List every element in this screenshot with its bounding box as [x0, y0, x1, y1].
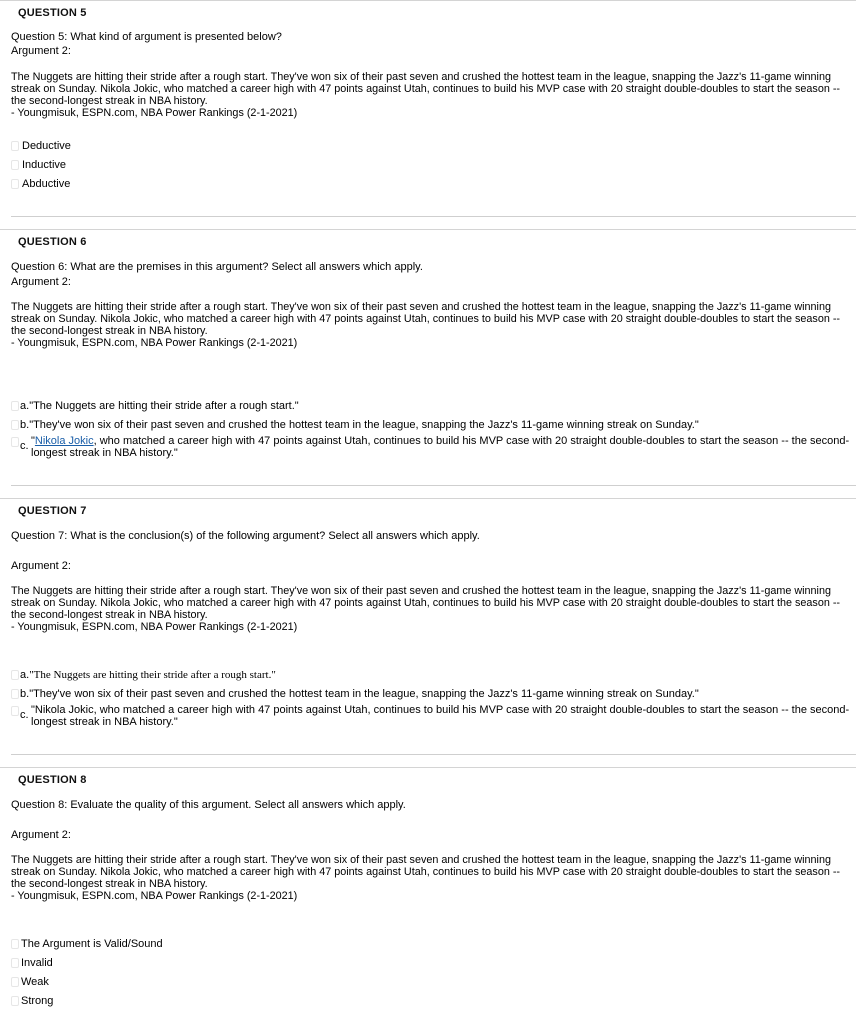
option-text-line2: longest streak in NBA history."	[31, 716, 178, 728]
question-6-option-a[interactable]	[11, 399, 841, 413]
question-8-prompt: Question 8: Evaluate the quality of this argument. Select all answers which apply.	[11, 799, 406, 811]
question-7-header	[0, 498, 856, 521]
question-6-option-b[interactable]	[11, 418, 841, 432]
question-5-title: QUESTION 5	[18, 7, 87, 19]
question-5-header	[0, 0, 856, 23]
checkbox[interactable]	[11, 958, 19, 968]
radio-button[interactable]	[11, 141, 19, 151]
option-label: Inductive	[22, 159, 67, 171]
option-label: Abductive	[22, 178, 71, 190]
checkbox[interactable]	[11, 670, 19, 680]
question-8-title: QUESTION 8	[18, 774, 87, 786]
question-7-option-a[interactable]	[11, 668, 841, 682]
question-7-prompt: Question 7: What is the conclusion(s) of the following argument? Select all answers which apply.	[11, 530, 480, 542]
option-text-quote: "	[31, 435, 35, 447]
option-text: "The Nuggets are hitting their stride after a rough start."	[29, 400, 299, 412]
question-7-divider	[11, 754, 856, 755]
checkbox[interactable]	[11, 706, 19, 716]
question-6-argument-label: Argument 2:	[11, 276, 71, 288]
question-8-header	[0, 767, 856, 790]
question-7-option-b[interactable]	[11, 687, 841, 701]
question-7-title: QUESTION 7	[18, 505, 87, 517]
question-5-prompt: Question 5: What kind of argument is presented below?	[11, 31, 282, 43]
question-6-header	[0, 229, 856, 252]
option-label: Weak	[21, 976, 49, 988]
question-5-passage: The Nuggets are hitting their stride after a rough start. They've won six of their past seven and crushed the hottest team in the league, snapping the Jazz's 11-game winning streak on Sunday. Nikola Jokic, who matched a career high with 47 points against Utah, continues to build his MVP case with 20 straight double-doubles to start the season -- the second-longest streak in NBA history.	[11, 71, 841, 107]
question-5-divider	[11, 216, 856, 217]
option-letter: a.	[20, 400, 30, 412]
option-text: "The Nuggets are hitting their stride after a rough start."	[29, 669, 276, 681]
question-7-source: - Youngmisuk, ESPN.com, NBA Power Rankings (2-1-2021)	[11, 621, 298, 633]
checkbox[interactable]	[11, 977, 19, 987]
question-6-source: - Youngmisuk, ESPN.com, NBA Power Rankings (2-1-2021)	[11, 337, 298, 349]
option-letter: c.	[20, 709, 29, 721]
option-text: "Nikola Jokic, who matched a career high with 47 points against Utah, continues to build his MVP case with 20 straight double-doubles to start the season -- the second-	[31, 704, 850, 716]
question-6-divider	[11, 485, 856, 486]
question-6-title: QUESTION 6	[18, 236, 87, 248]
option-label: Strong	[21, 995, 54, 1007]
question-5-source: - Youngmisuk, ESPN.com, NBA Power Rankings (2-1-2021)	[11, 107, 298, 119]
question-6-passage: The Nuggets are hitting their stride after a rough start. They've won six of their past seven and crushed the hottest team in the league, snapping the Jazz's 11-game winning streak on Sunday. Nikola Jokic, who matched a career high with 47 points against Utah, continues to build his MVP case with 20 straight double-doubles to start the season -- the second-longest streak in NBA history.	[11, 301, 841, 337]
checkbox[interactable]	[11, 401, 19, 411]
option-letter: b.	[20, 688, 30, 700]
option-letter: c.	[20, 440, 29, 452]
option-label: Deductive	[22, 140, 71, 152]
radio-button[interactable]	[11, 160, 19, 170]
nikola-jokic-link[interactable]: Nikola Jokic	[34, 435, 94, 447]
question-8-argument-label: Argument 2:	[11, 829, 71, 841]
checkbox[interactable]	[11, 996, 19, 1006]
option-text-line2: longest streak in NBA history."	[31, 447, 178, 459]
question-8-source: - Youngmisuk, ESPN.com, NBA Power Rankings (2-1-2021)	[11, 890, 298, 902]
checkbox[interactable]	[11, 939, 19, 949]
option-letter: b.	[20, 419, 30, 431]
radio-button[interactable]	[11, 179, 19, 189]
question-7-option-c[interactable]	[11, 704, 850, 732]
option-text: "They've won six of their past seven and crushed the hottest team in the league, snapping the Jazz's 11-game winning streak on Sunday."	[29, 419, 699, 431]
option-letter: a.	[20, 669, 30, 681]
option-label: The Argument is Valid/Sound	[21, 938, 163, 950]
question-6-prompt: Question 6: What are the premises in this argument? Select all answers which apply.	[11, 261, 423, 273]
checkbox[interactable]	[11, 420, 19, 430]
option-text: "They've won six of their past seven and crushed the hottest team in the league, snapping the Jazz's 11-game winning streak on Sunday."	[29, 688, 699, 700]
option-text: , who matched a career high with 47 points against Utah, continues to build his MVP case with 20 straight double-doubles to start the season -- the second-	[93, 435, 850, 447]
option-label: Invalid	[21, 957, 53, 969]
question-6-option-c[interactable]	[11, 435, 850, 463]
question-8-passage: The Nuggets are hitting their stride after a rough start. They've won six of their past seven and crushed the hottest team in the league, snapping the Jazz's 11-game winning streak on Sunday. Nikola Jokic, who matched a career high with 47 points against Utah, continues to build his MVP case with 20 straight double-doubles to start the season -- the second-longest streak in NBA history.	[11, 854, 841, 890]
checkbox[interactable]	[11, 437, 19, 447]
question-7-argument-label: Argument 2:	[11, 560, 71, 572]
checkbox[interactable]	[11, 689, 19, 699]
question-5-argument-label: Argument 2:	[11, 45, 71, 57]
question-7-passage: The Nuggets are hitting their stride after a rough start. They've won six of their past seven and crushed the hottest team in the league, snapping the Jazz's 11-game winning streak on Sunday. Nikola Jokic, who matched a career high with 47 points against Utah, continues to build his MVP case with 20 straight double-doubles to start the season -- the second-longest streak in NBA history.	[11, 585, 841, 621]
